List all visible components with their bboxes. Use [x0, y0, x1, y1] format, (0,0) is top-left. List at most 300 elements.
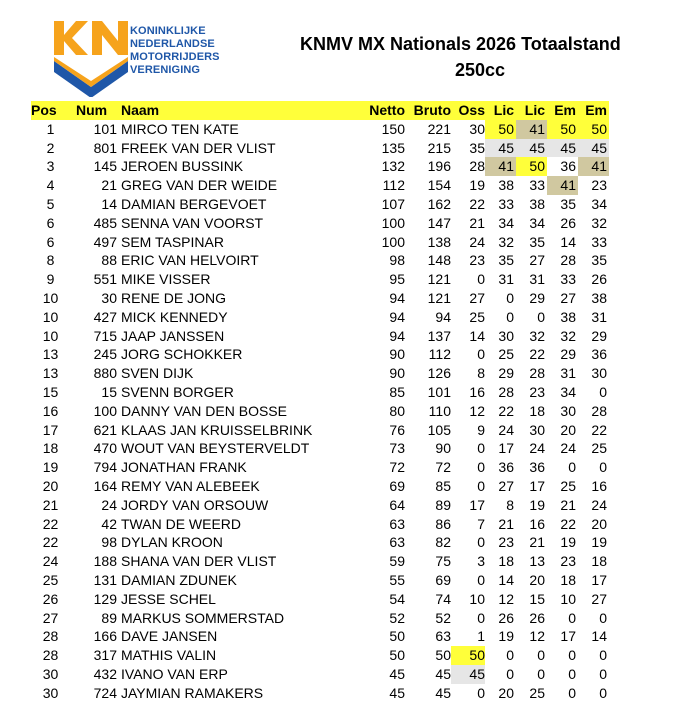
- cell-name: SENNA VAN VOORST: [121, 214, 264, 231]
- cell-num: 432: [93, 665, 117, 682]
- cell-bruto: 72: [435, 459, 451, 476]
- cell-em-1: 0: [568, 665, 576, 682]
- cell-lic-2: 25: [529, 684, 545, 701]
- cell-name: DAMIAN BERGEVOET: [121, 195, 267, 212]
- cell-pos: 28: [42, 647, 59, 664]
- cell-lic-2: 15: [529, 590, 545, 607]
- logo-line-3: MOTORRIJDERS: [130, 51, 220, 63]
- cell-em-2: 0: [599, 459, 607, 476]
- cell-oss: 0: [477, 571, 485, 588]
- cell-name: KLAAS JAN KRUISSELBRINK: [121, 421, 313, 438]
- cell-oss: 30: [469, 120, 485, 137]
- cell-lic-2: 27: [529, 252, 545, 269]
- cell-pos: 26: [42, 590, 59, 607]
- cell-lic-1: 8: [506, 496, 514, 513]
- cell-name: SVEN DIJK: [121, 365, 194, 382]
- cell-em-1: 19: [560, 534, 576, 551]
- cell-em-1: 28: [560, 252, 576, 269]
- cell-num: 21: [101, 177, 117, 194]
- cell-name: ERIC VAN HELVOIRT: [121, 252, 259, 269]
- cell-oss: 14: [469, 327, 485, 344]
- cell-em-1: 14: [560, 233, 576, 250]
- cell-lic-2: 18: [529, 402, 545, 419]
- header-naam: Naam: [117, 101, 360, 120]
- cell-bruto: 52: [435, 609, 451, 626]
- cell-bruto: 63: [435, 628, 451, 645]
- cell-lic-1: 14: [498, 571, 514, 588]
- cell-bruto: 82: [435, 534, 451, 551]
- cell-em-2: 32: [591, 214, 607, 231]
- cell-netto: 132: [381, 158, 405, 175]
- cell-num: 801: [93, 139, 117, 156]
- cell-em-2: 18: [591, 553, 607, 570]
- cell-bruto: 162: [427, 195, 451, 212]
- cell-netto: 50: [389, 628, 405, 645]
- cell-num: 485: [93, 214, 117, 231]
- cell-bruto: 74: [435, 590, 451, 607]
- cell-em-2: 28: [591, 402, 607, 419]
- cell-em-1: 35: [560, 195, 576, 212]
- cell-netto: 54: [389, 590, 405, 607]
- cell-lic-1: 19: [498, 628, 514, 645]
- header-lic-1: Lic: [485, 101, 516, 120]
- cell-name: SVENN BORGER: [121, 383, 234, 400]
- cell-bruto: 45: [435, 665, 451, 682]
- cell-pos: 24: [42, 553, 59, 570]
- cell-bruto: 121: [427, 271, 451, 288]
- cell-lic-1: 0: [506, 647, 514, 664]
- cell-bruto: 69: [435, 571, 451, 588]
- cell-em-1: 50: [547, 120, 578, 139]
- cell-num: 188: [93, 553, 117, 570]
- cell-num: 14: [101, 195, 117, 212]
- cell-em-2: 33: [591, 233, 607, 250]
- cell-oss: 23: [469, 252, 485, 269]
- cell-bruto: 75: [435, 553, 451, 570]
- cell-lic-2: 41: [516, 120, 547, 139]
- cell-em-2: 31: [591, 308, 607, 325]
- table-row: [31, 364, 609, 383]
- cell-em-2: 24: [591, 496, 607, 513]
- logo-mark-icon: [54, 21, 128, 97]
- cell-bruto: 89: [435, 496, 451, 513]
- cell-oss: 21: [469, 214, 485, 231]
- cell-name: DYLAN KROON: [121, 534, 223, 551]
- cell-lic-2: 12: [529, 628, 545, 645]
- cell-em-2: 26: [591, 271, 607, 288]
- cell-lic-2: 36: [529, 459, 545, 476]
- cell-pos: 1: [46, 120, 55, 137]
- cell-em-1: 10: [560, 590, 576, 607]
- cell-em-2: 45: [578, 139, 609, 158]
- cell-netto: 52: [389, 609, 405, 626]
- cell-oss: 24: [469, 233, 485, 250]
- cell-lic-2: 34: [529, 214, 545, 231]
- cell-lic-2: 19: [529, 496, 545, 513]
- table-row: [31, 477, 609, 496]
- table-header: [31, 101, 609, 120]
- cell-em-2: 27: [591, 590, 607, 607]
- cell-em-2: 0: [599, 665, 607, 682]
- cell-em-2: 20: [591, 515, 607, 532]
- cell-num: 164: [93, 477, 117, 494]
- cell-pos: 13: [42, 346, 59, 363]
- cell-lic-1: 35: [498, 252, 514, 269]
- cell-netto: 80: [389, 402, 405, 419]
- cell-bruto: 105: [427, 421, 451, 438]
- cell-netto: 59: [389, 553, 405, 570]
- cell-pos: 5: [46, 195, 55, 212]
- cell-oss: 17: [469, 496, 485, 513]
- table-row: [31, 665, 609, 684]
- cell-lic-1: 24: [498, 421, 514, 438]
- cell-em-1: 31: [560, 365, 576, 382]
- cell-lic-2: 21: [529, 534, 545, 551]
- cell-em-1: 17: [560, 628, 576, 645]
- cell-pos: 20: [42, 477, 59, 494]
- cell-em-2: 36: [591, 346, 607, 363]
- cell-em-2: 0: [599, 383, 607, 400]
- cell-pos: 10: [42, 327, 59, 344]
- cell-pos: 30: [42, 684, 59, 701]
- cell-name: MIKE VISSER: [121, 271, 211, 288]
- cell-lic-2: 0: [537, 665, 545, 682]
- cell-pos: 4: [46, 177, 55, 194]
- cell-lic-2: 33: [529, 177, 545, 194]
- cell-lic-2: 17: [529, 477, 545, 494]
- table-row: [31, 195, 609, 214]
- cell-lic-2: 22: [529, 346, 545, 363]
- cell-em-2: 23: [591, 177, 607, 194]
- cell-num: 245: [93, 346, 117, 363]
- cell-lic-2: 0: [537, 308, 545, 325]
- cell-netto: 98: [389, 252, 405, 269]
- cell-num: 551: [93, 271, 117, 288]
- cell-oss: 19: [469, 177, 485, 194]
- cell-em-1: 33: [560, 271, 576, 288]
- page-subtitle: 250cc: [454, 60, 506, 80]
- cell-name: DANNY VAN DEN BOSSE: [121, 402, 287, 419]
- cell-oss: 27: [469, 289, 485, 306]
- cell-lic-1: 29: [498, 365, 514, 382]
- cell-pos: 15: [42, 383, 59, 400]
- cell-oss: 1: [477, 628, 485, 645]
- table-row: [31, 214, 609, 233]
- cell-oss: 8: [477, 365, 485, 382]
- cell-em-1: 18: [560, 571, 576, 588]
- cell-netto: 73: [389, 440, 405, 457]
- cell-oss: 0: [477, 477, 485, 494]
- cell-oss: 0: [477, 440, 485, 457]
- cell-num: 42: [101, 515, 117, 532]
- cell-pos: 16: [42, 402, 59, 419]
- cell-num: 880: [93, 365, 117, 382]
- cell-name: DAVE JANSEN: [121, 628, 218, 645]
- cell-oss: 0: [477, 534, 485, 551]
- cell-em-2: 0: [599, 684, 607, 701]
- cell-bruto: 215: [427, 139, 451, 156]
- table-row: [31, 402, 609, 421]
- cell-oss: 16: [469, 383, 485, 400]
- cell-em-2: 0: [599, 609, 607, 626]
- cell-bruto: 112: [428, 346, 451, 363]
- cell-num: 30: [101, 289, 117, 306]
- cell-oss: 45: [451, 665, 485, 684]
- cell-pos: 22: [42, 515, 59, 532]
- table-row: [31, 627, 609, 646]
- cell-num: 145: [93, 158, 117, 175]
- table-row: [31, 646, 609, 665]
- table-row: [31, 383, 609, 402]
- cell-oss: 50: [451, 646, 485, 665]
- cell-netto: 90: [389, 346, 405, 363]
- cell-lic-1: 28: [498, 383, 514, 400]
- cell-oss: 3: [477, 553, 485, 570]
- cell-em-2: 38: [591, 289, 607, 306]
- cell-em-1: 20: [560, 421, 576, 438]
- cell-lic-2: 20: [529, 571, 545, 588]
- cell-oss: 7: [477, 515, 485, 532]
- cell-em-1: 0: [568, 647, 576, 664]
- cell-bruto: 126: [427, 365, 451, 382]
- cell-name: TWAN DE WEERD: [121, 515, 242, 532]
- cell-num: 470: [93, 440, 117, 457]
- cell-num: 621: [93, 421, 117, 438]
- cell-pos: 25: [42, 571, 59, 588]
- cell-pos: 18: [42, 440, 59, 457]
- cell-netto: 55: [389, 571, 405, 588]
- table-row: [31, 458, 609, 477]
- cell-num: 715: [93, 327, 117, 344]
- cell-bruto: 148: [427, 252, 451, 269]
- cell-num: 427: [93, 308, 117, 325]
- cell-name: DAMIAN ZDUNEK: [121, 571, 237, 588]
- cell-netto: 63: [389, 534, 405, 551]
- cell-netto: 64: [389, 496, 405, 513]
- cell-bruto: 121: [427, 289, 451, 306]
- cell-lic-2: 29: [529, 289, 545, 306]
- cell-pos: 9: [46, 271, 55, 288]
- cell-bruto: 154: [427, 177, 451, 194]
- table-body: [31, 120, 609, 703]
- cell-em-2: 30: [591, 365, 607, 382]
- cell-num: 89: [101, 609, 117, 626]
- cell-num: 129: [93, 590, 117, 607]
- table-row: [31, 270, 609, 289]
- cell-netto: 100: [381, 233, 405, 250]
- cell-lic-1: 45: [485, 139, 516, 158]
- cell-lic-1: 20: [498, 684, 514, 701]
- cell-lic-1: 22: [498, 402, 514, 419]
- cell-lic-1: 18: [498, 553, 514, 570]
- cell-lic-2: 28: [529, 365, 545, 382]
- header-bruto: Bruto: [405, 101, 451, 120]
- cell-em-2: 22: [591, 421, 607, 438]
- cell-netto: 63: [389, 515, 405, 532]
- cell-bruto: 196: [427, 158, 451, 175]
- cell-pos: 30: [42, 665, 59, 682]
- cell-name: MATHIS VALIN: [121, 647, 217, 664]
- header-netto: Netto: [360, 101, 405, 120]
- cell-num: 101: [93, 120, 117, 137]
- page-title: KNMV MX Nationals 2026 Totaalstand: [300, 34, 621, 54]
- cell-num: 98: [101, 534, 117, 551]
- cell-num: 497: [93, 233, 117, 250]
- cell-pos: 13: [42, 365, 59, 382]
- cell-em-2: 50: [578, 120, 609, 139]
- logo-line-2: NEDERLANDSE: [130, 38, 215, 50]
- standings-table: [31, 101, 609, 703]
- cell-num: 100: [93, 402, 117, 419]
- cell-pos: 27: [42, 609, 59, 626]
- cell-lic-2: 0: [537, 647, 545, 664]
- header-em-2: Em: [578, 101, 609, 120]
- cell-name: FREEK VAN DER VLIST: [121, 139, 276, 156]
- cell-netto: 100: [381, 214, 405, 231]
- cell-oss: 12: [469, 402, 485, 419]
- header-lic-2: Lic: [516, 101, 547, 120]
- cell-lic-1: 17: [498, 440, 514, 457]
- cell-em-1: 0: [568, 609, 576, 626]
- table-row: [31, 421, 609, 440]
- cell-em-2: 29: [591, 327, 607, 344]
- cell-bruto: 221: [427, 120, 451, 137]
- cell-lic-1: 12: [498, 590, 514, 607]
- cell-lic-2: 32: [529, 327, 545, 344]
- cell-lic-1: 23: [498, 534, 514, 551]
- cell-em-2: 35: [591, 252, 607, 269]
- cell-bruto: 101: [427, 383, 451, 400]
- header-em-1: Em: [547, 101, 578, 120]
- cell-name: JAYMIAN RAMAKERS: [121, 684, 264, 701]
- cell-em-1: 36: [560, 158, 576, 175]
- cell-name: REMY VAN ALEBEEK: [121, 477, 260, 494]
- cell-lic-1: 31: [498, 271, 514, 288]
- cell-lic-1: 0: [506, 665, 514, 682]
- cell-em-2: 17: [591, 571, 607, 588]
- cell-netto: 45: [389, 684, 405, 701]
- cell-name: JORG SCHOKKER: [121, 346, 243, 363]
- cell-lic-1: 33: [498, 195, 514, 212]
- cell-num: 15: [101, 383, 117, 400]
- cell-bruto: 85: [435, 477, 451, 494]
- cell-netto: 50: [389, 647, 405, 664]
- cell-em-2: 14: [591, 628, 607, 645]
- cell-oss: 35: [469, 139, 485, 156]
- cell-netto: 95: [389, 271, 405, 288]
- cell-num: 794: [93, 459, 117, 476]
- cell-lic-1: 0: [506, 308, 514, 325]
- cell-em-1: 32: [560, 327, 576, 344]
- cell-lic-1: 41: [485, 157, 516, 176]
- cell-oss: 10: [469, 590, 485, 607]
- cell-pos: 10: [42, 308, 59, 325]
- cell-pos: 6: [46, 214, 55, 231]
- cell-lic-1: 26: [498, 609, 514, 626]
- cell-em-1: 30: [560, 402, 576, 419]
- cell-netto: 90: [389, 365, 405, 382]
- cell-em-2: 19: [591, 534, 607, 551]
- cell-netto: 135: [381, 139, 405, 156]
- cell-pos: 28: [42, 628, 59, 645]
- table-row: [31, 139, 609, 158]
- cell-num: 24: [101, 496, 117, 513]
- cell-bruto: 86: [435, 515, 451, 532]
- cell-num: 317: [93, 647, 117, 664]
- table-row: [31, 571, 609, 590]
- cell-lic-2: 45: [516, 139, 547, 158]
- cell-lic-1: 25: [498, 346, 514, 363]
- cell-bruto: 94: [435, 308, 451, 325]
- cell-name: JAAP JANSSEN: [121, 327, 225, 344]
- table-row: [31, 439, 609, 458]
- cell-pos: 21: [42, 496, 59, 513]
- logo-line-1: KONINKLIJKE: [130, 25, 206, 37]
- cell-lic-1: 27: [498, 477, 514, 494]
- cell-num: 88: [101, 252, 117, 269]
- cell-lic-2: 38: [529, 195, 545, 212]
- cell-name: WOUT VAN BEYSTERVELDT: [121, 440, 310, 457]
- cell-name: JEROEN BUSSINK: [121, 158, 244, 175]
- cell-oss: 9: [477, 421, 485, 438]
- cell-name: SEM TASPINAR: [121, 233, 224, 250]
- cell-oss: 0: [477, 271, 485, 288]
- cell-oss: 0: [477, 346, 485, 363]
- table-row: [31, 533, 609, 552]
- cell-oss: 0: [477, 684, 485, 701]
- cell-netto: 94: [389, 308, 405, 325]
- table-row: [31, 590, 609, 609]
- cell-name: SHANA VAN DER VLIST: [121, 553, 277, 570]
- cell-oss: 25: [469, 308, 485, 325]
- cell-em-1: 22: [560, 515, 576, 532]
- cell-name: JORDY VAN ORSOUW: [121, 496, 269, 513]
- cell-em-1: 41: [547, 176, 578, 195]
- cell-netto: 45: [389, 665, 405, 682]
- cell-pos: 6: [46, 233, 55, 250]
- cell-netto: 107: [381, 195, 405, 212]
- cell-lic-2: 24: [529, 440, 545, 457]
- cell-oss: 28: [469, 158, 485, 175]
- cell-em-1: 26: [560, 214, 576, 231]
- cell-netto: 69: [389, 477, 405, 494]
- cell-pos: 19: [42, 459, 59, 476]
- cell-lic-2: 23: [529, 383, 545, 400]
- cell-em-1: 25: [560, 477, 576, 494]
- cell-netto: 94: [389, 327, 405, 344]
- table-row: [31, 120, 609, 139]
- cell-lic-1: 34: [498, 214, 514, 231]
- table-row: [31, 345, 609, 364]
- cell-em-2: 34: [591, 195, 607, 212]
- cell-em-1: 24: [560, 440, 576, 457]
- cell-pos: 3: [46, 158, 55, 175]
- table-row: [31, 515, 609, 534]
- cell-name: JONATHAN FRANK: [121, 459, 247, 476]
- cell-em-2: 25: [591, 440, 607, 457]
- cell-lic-1: 38: [498, 177, 514, 194]
- cell-em-1: 27: [560, 289, 576, 306]
- cell-em-1: 21: [560, 496, 576, 513]
- cell-oss: 0: [477, 609, 485, 626]
- cell-lic-1: 0: [506, 289, 514, 306]
- cell-oss: 22: [469, 195, 485, 212]
- cell-em-1: 38: [560, 308, 576, 325]
- cell-lic-1: 30: [498, 327, 514, 344]
- cell-bruto: 138: [427, 233, 451, 250]
- cell-name: RENE DE JONG: [121, 289, 227, 306]
- cell-lic-1: 32: [498, 233, 514, 250]
